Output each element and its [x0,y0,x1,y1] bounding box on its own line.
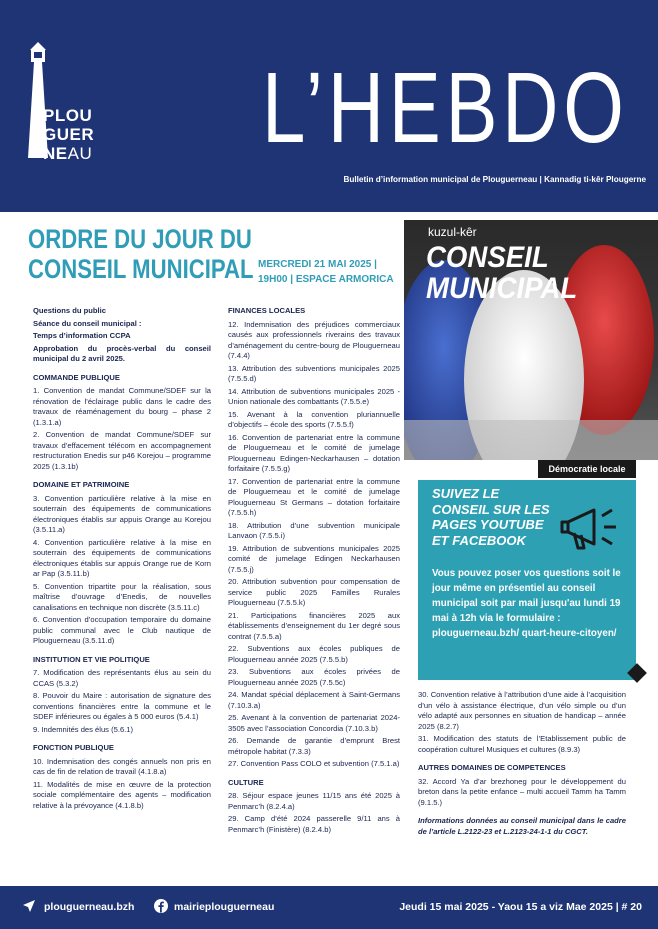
agenda-item: 18. Attribution d’une subvention municipale Lanvaon (7.5.5.i) [228,520,400,540]
section-heading: CULTURE [228,777,264,787]
location-arrow-icon [22,899,36,913]
agenda-column-3 [418,690,626,839]
header [0,0,658,212]
agenda-item: 22. Subventions aux écoles publiques de Plouguerneau année 2025 (7.5.5.b) [228,644,400,664]
section-badge: Démocratie locale [538,460,636,478]
logo-line2: GUER [43,125,95,144]
megaphone-icon [560,500,622,556]
agenda-item: 21. Participations financières 2025 aux établissements d’enseignement du 1er degré sous contrat (7.5.5.a) [228,610,400,641]
follow-body: Vous pouvez poser vos questions soit le jour même en présentiel au conseil municipal soit par mail jusqu'au lundi 19 mai à 12h via le formulaire : plouguerneau.bzh/ quart-heure-citoyen/ [432,568,621,639]
agenda-column-1 [33,306,211,813]
agenda-item: 9. Indemnités des élus (5.6.1) [33,724,134,734]
section-heading: AUTRES DOMAINES DE COMPETENCES [418,763,566,772]
agenda-item: 8. Pouvoir du Maire : autorisation de signature des conventions financières entre la commune et le SDEF inférieures ou égales à 5 000 euros (5.4.1) [33,691,211,721]
agenda-item: 16. Convention de partenariat entre la commune de Plouguerneau et le comité de jumelage Plouguerneau Edingen-Neckarhausen – dotation forfaitaire (7.5.5.g) [228,432,400,473]
agenda-item: 10. Indemnisation des congés annuels non pris en cas de fin de relation de travail (4.1.8.a) [33,756,211,776]
agenda-item: 20. Attribution subvention pour compensation de service public 2025 Familles Rurales Plouguerneau (7.5.5.k) [228,577,400,607]
agenda-item: 15. Avenant à la convention pluriannuelle d’objectifs – école des sports (7.5.5.f) [228,409,400,429]
plouguerneau-logo [10,40,110,163]
agenda-item: 28. Séjour espace jeunes 11/15 ans été 2025 à Penmarc’h (8.2.4.a) [228,791,400,811]
agenda-item: 29. Camp d’été 2024 passerelle 9/11 ans à Penmarc’h (Finistère) (8.2.4.b) [228,814,400,834]
title-line1: ORDRE DU JOUR DU [28,224,252,254]
agenda-item: 11. Modalités de mise en œuvre de la protection sociale complémentaire des agents – modification relative à la prévoyance (4.1.8.b) [33,779,211,810]
logo-text [43,106,94,163]
photo-kuzul: kuzul-kêr [428,225,477,239]
agenda-item: 5. Convention tripartite pour la réalisation, sous maîtrise d’ouvrage d’Enedis, de nouvelles canalisations en technique non discrète (3.5.11.c) [33,581,211,612]
footer [0,886,658,929]
agenda-item: 1. Convention de mandat Commune/SDEF sur la rénovation de l’éclairage public dans le cadre des travaux de réaménagement du bourg – phase 2 (1.3.1.a) [33,386,211,427]
agenda-item: 2. Convention de mandat Commune/SDEF sur travaux d’effacement télécom en accompagnement restructuration Enedis sur p46 Korejou – programme 2025 (1.3.1b) [33,430,211,471]
intro-line: Questions du public [33,306,106,315]
section-heading: COMMANDE PUBLIQUE [33,372,120,382]
section-heading: DOMAINE ET PATRIMOINE [33,480,130,489]
meeting-date: MERCREDI 21 MAI 2025 | 19H00 | ESPACE ARMORICA [258,259,394,285]
legal-note: Informations données au conseil municipal dans le cadre de l’article L.2122-23 et L.2123-24-1-1 du CGCT. [418,816,626,836]
page-title [28,224,254,284]
issue-date: Jeudi 15 mai 2025 - Yaou 15 a viz Mae 2025 | # 20 [399,901,642,913]
agenda-item: 12. Indemnisation des préjudices commerciaux causés aux professionnels riverains des travaux d’aménagement du centre-bourg de Plouguerneau (7.4.4) [228,319,400,360]
follow-heading: SUIVEZ LE CONSEIL SUR LES PAGES YOUTUBE ET FACEBOOK [432,486,550,548]
facebook-icon [154,899,168,913]
agenda-item: 32. Accord Ya d’ar brezhoneg pour le développement du breton dans la petite enfance – multi accueil Tamm ha Tamm (9.1.5.) [418,776,626,807]
masthead-title: L’HEBDO [262,52,629,164]
agenda-item: 17. Convention de partenariat entre la commune de Plouguerneau et le comité de jumelage Plouguerneau St Germans – dotation forfaitaire (7.5.5.h) [228,476,400,517]
agenda-item: 7. Modification des représentants élus au sein du CCAS (5.3.2) [33,668,211,688]
agenda-item: 19. Attribution de subventions municipales 2025 comité de jumelage Edingen Neckarhausen (7.5.5.j) [228,543,400,574]
section-heading: FINANCES LOCALES [228,306,306,315]
logo-line3: NEAU [43,144,93,163]
logo-line1: PLOU [43,106,93,125]
section-heading: INSTITUTION ET VIE POLITIQUE [33,654,150,664]
agenda-item: 23. Subventions aux écoles privées de Plouguerneau année 2025 (7.5.5c) [228,667,400,687]
intro-line: Temps d’information CCPA [33,331,131,340]
intro-line: Approbation du procès-verbal du conseil municipal du 2 avril 2025. [33,343,211,363]
agenda-item: 30. Convention relative à l’attribution d’une aide à l’acquisition d’un vélo à assistance électrique, d’un vélo simple ou d’un vélo adapté aux personnes en situation de handicap – année 2025 (8.2.7) [418,690,626,731]
tagline: Bulletin d’information municipal de Plouguerneau | Kannadig ti-kêr Plougerne [343,175,646,184]
intro-line: Séance du conseil municipal : [33,318,142,328]
agenda-item: 13. Attribution des subventions municipales 2025 (7.5.5.d) [228,363,400,383]
agenda-item: 25. Avenant à la convention de partenariat 2024-3505 avec l’association Concordia (7.10.3.b) [228,713,400,733]
photo-conseil-title: CONSEIL MUNICIPAL [426,241,578,305]
agenda-item: 4. Convention particulière relative à la mise en souterrain des équipements de communications électroniques établis sur appuis Orange rue de Korn ar Pap (3.5.11.b) [33,537,211,578]
section-heading: FONCTION PUBLIQUE [33,743,114,752]
agenda-item: 6. Convention d’occupation temporaire du domaine public communal avec le Club nautique de Plouguerneau (3.5.11.d) [33,615,211,645]
agenda-column-2 [228,306,400,837]
agenda-item: 3. Convention particulière relative à la mise en souterrain des équipements de communications électroniques établis sur appuis Orange au Korejou (3.5.11.a) [33,493,211,534]
agenda-item: 24. Mandat spécial déplacement à Saint-Germans (7.10.3.a) [228,690,400,710]
title-line2: CONSEIL MUNICIPAL [28,254,254,284]
council-photo [404,220,658,460]
website-link[interactable]: plouguerneau.bzh [44,901,135,913]
agenda-item: 27. Convention Pass COLO et subvention (7.5.1.a) [228,759,400,768]
agenda-item: 31. Modification des statuts de l’Etablissement public de coopération culturel Musiques et cultures (8.9.3) [418,734,626,754]
agenda-item: 26. Demande de garantie d’emprunt Brest métropole habitat (7.3.3) [228,736,400,756]
facebook-link[interactable]: mairieplouguerneau [174,901,275,913]
agenda-item: 14. Attribution de subventions municipales 2025 - Union nationale des combattants (7.5.5.e) [228,386,400,406]
follow-council-panel [418,480,636,680]
